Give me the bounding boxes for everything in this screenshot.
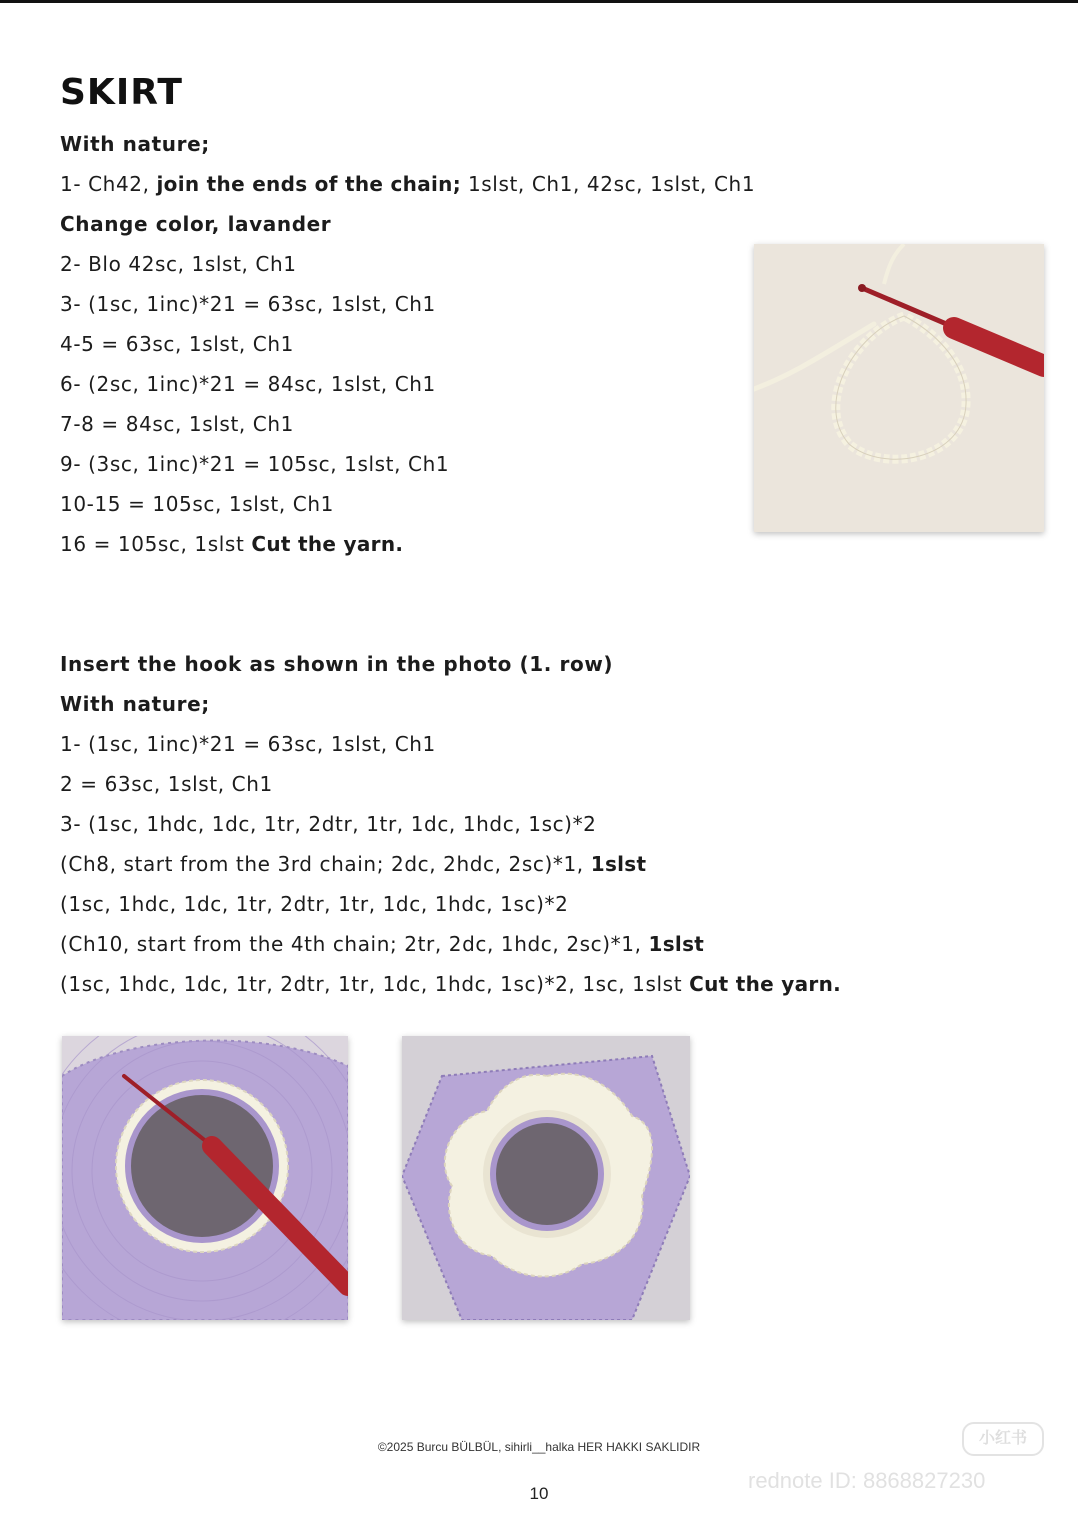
instruction-with-nature-2: With nature; xyxy=(60,692,210,716)
skirt-hook-photo xyxy=(62,1036,348,1320)
row-1-prefix: 1- Ch42, xyxy=(60,172,157,196)
instruction-row-10-15: 10-15 = 105sc, 1slst, Ch1 xyxy=(60,492,334,516)
instruction-row-16 xyxy=(60,532,403,556)
row-1-join-note: join the ends of the chain; xyxy=(156,172,461,196)
instruction-ruffle-ch8 xyxy=(60,852,646,876)
ruffle-photo xyxy=(402,1036,690,1320)
instruction-ruffle-ch10 xyxy=(60,932,704,956)
instruction-ruffle-row-1: 1- (1sc, 1inc)*21 = 63sc, 1slst, Ch1 xyxy=(60,732,436,756)
ch10-text: (Ch10, start from the 4th chain; 2tr, 2dc, 1hdc, 2sc)*1, xyxy=(60,932,649,956)
copyright-footer: ©2025 Burcu BÜLBÜL, sihirli__halka HER HAKKI SAKLIDIR xyxy=(377,1440,701,1454)
instruction-ruffle-row-3: 3- (1sc, 1hdc, 1dc, 1tr, 2dtr, 1tr, 1dc, 1hdc, 1sc)*2 xyxy=(60,812,597,836)
row-16-text: 16 = 105sc, 1slst xyxy=(60,532,252,556)
instruction-insert-hook: Insert the hook as shown in the photo (1. row) xyxy=(60,652,614,676)
instruction-row-3: 3- (1sc, 1inc)*21 = 63sc, 1slst, Ch1 xyxy=(60,292,436,316)
top-border xyxy=(0,0,1078,3)
page-title: SKIRT xyxy=(60,72,183,113)
cut-yarn-note: Cut the yarn. xyxy=(251,532,404,556)
ch8-slst: 1slst xyxy=(590,852,647,876)
instruction-row-9: 9- (3sc, 1inc)*21 = 105sc, 1slst, Ch1 xyxy=(60,452,450,476)
ch10-slst: 1slst xyxy=(648,932,705,956)
ch8-text: (Ch8, start from the 3rd chain; 2dc, 2hdc, 2sc)*1, xyxy=(60,852,591,876)
instruction-row-4-5: 4-5 = 63sc, 1slst, Ch1 xyxy=(60,332,294,356)
instruction-ruffle-final xyxy=(60,972,841,996)
instruction-with-nature: With nature; xyxy=(60,132,210,156)
final-cut-yarn: Cut the yarn. xyxy=(689,972,842,996)
page-number: 10 xyxy=(529,1484,549,1503)
watermark-id: rednote ID: 8868827230 xyxy=(748,1468,986,1493)
instruction-ruffle-row-2: 2 = 63sc, 1slst, Ch1 xyxy=(60,772,273,796)
instruction-row-6: 6- (2sc, 1inc)*21 = 84sc, 1slst, Ch1 xyxy=(60,372,436,396)
row-1-suffix: 1slst, Ch1, 42sc, 1slst, Ch1 xyxy=(461,172,756,196)
chain-loop-photo xyxy=(754,244,1044,532)
instruction-ruffle-repeat: (1sc, 1hdc, 1dc, 1tr, 2dtr, 1tr, 1dc, 1hdc, 1sc)*2 xyxy=(60,892,569,916)
instruction-row-7-8: 7-8 = 84sc, 1slst, Ch1 xyxy=(60,412,294,436)
instruction-row-1 xyxy=(60,172,755,196)
instruction-row-2: 2- Blo 42sc, 1slst, Ch1 xyxy=(60,252,297,276)
instruction-change-color: Change color, lavander xyxy=(60,212,332,236)
watermark-badge: 小红书 xyxy=(962,1422,1044,1456)
final-text: (1sc, 1hdc, 1dc, 1tr, 2dtr, 1tr, 1dc, 1hdc, 1sc)*2, 1sc, 1slst xyxy=(60,972,690,996)
